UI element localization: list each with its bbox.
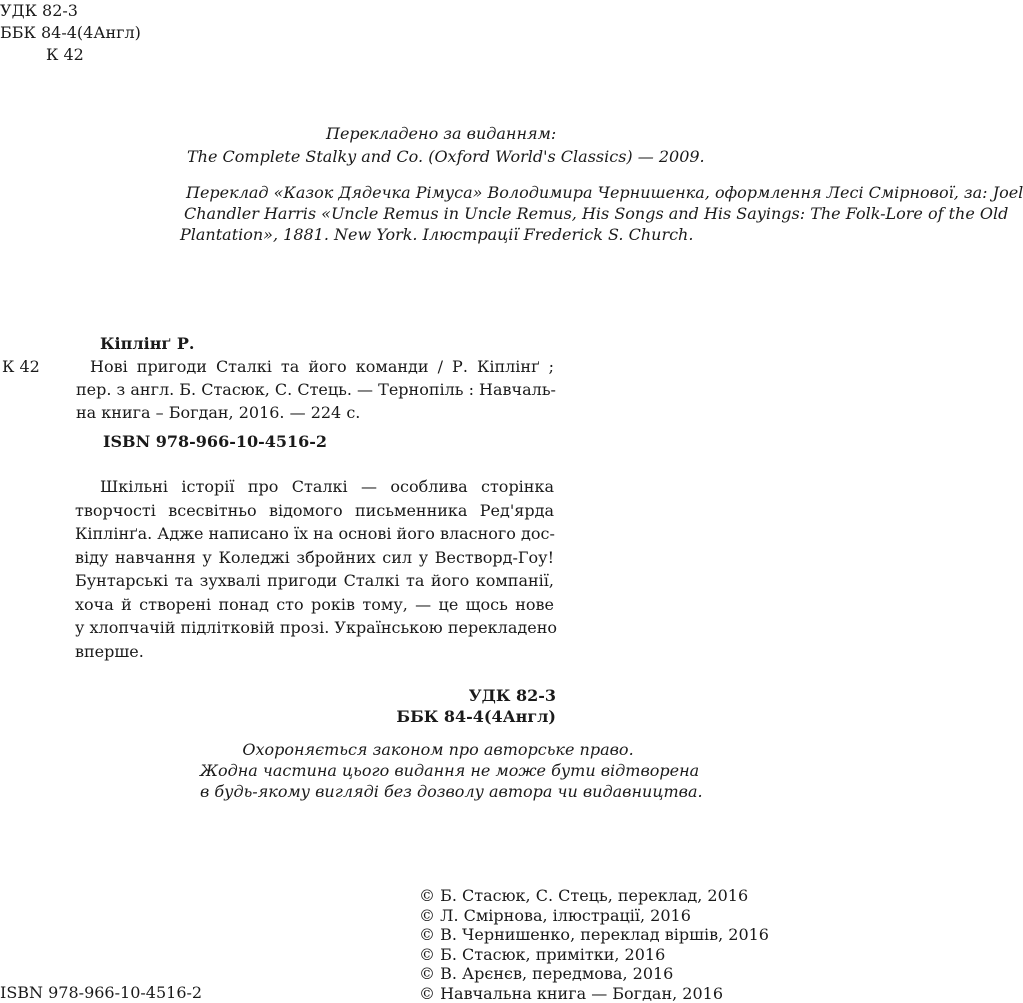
legal-line: Жодна частина цього видання не може бути відтворена [200,760,676,781]
translation-note-line: Plantation», 1881. New York. Ілюстрації Frederick S. Church. [180,225,693,244]
classification-codes [0,0,141,66]
annotation-line: Кіплінґа. Адже написано їх на основі його власного дос- [75,522,554,546]
copyright-line: © В. Чернишенко, переклад віршів, 2016 [419,925,769,945]
bib-line: пер. з англ. Б. Стасюк, С. Стець. — Тернопіль : Навчаль- [76,378,554,401]
legal-line: в будь-якому вигляді без дозволу автора чи видавництва. [200,781,676,802]
annotation-line: Шкільні історії про Сталкі — особлива сторінка [75,475,554,499]
annotation-line: вперше. [75,640,554,664]
catalog-isbn: ISBN 978-966-10-4516-2 [103,432,327,451]
isbn-footer: ISBN 978-966-10-4516-2 [0,983,202,1002]
bib-line: на книга – Богдан, 2016. — 224 с. [76,401,554,424]
translation-note-line: Chandler Harris «Uncle Remus in Uncle Remus, His Songs and His Sayings: The Folk-Lore of the Old [184,204,1008,223]
translation-note-line: Переклад «Казок Дядечка Рімуса» Володимира Чернишенка, оформлення Лесі Смірнової, за: Joel [186,183,1023,202]
source-edition-label: Перекладено за виданням: [326,124,556,143]
legal-line: Охороняється законом про авторське право. [200,739,676,760]
annotation-line: хоча й створені понад сто років тому, — це щось нове [75,593,554,617]
copyright-line: © Б. Стасюк, С. Стець, переклад, 2016 [419,886,769,906]
annotation-line: віду навчання у Коледжі збройних сил у Вестворд-Гоу! [75,546,554,570]
copyright-list [419,886,769,1003]
annotation-line: у хлопчачій підлітковій прозі. Українською перекладено [75,616,554,640]
bib-line: Нові пригоди Сталкі та його команди / Р. Кіплінґ ; [76,355,554,378]
catalog-udk: УДК 82-3 [396,685,556,706]
annotation [75,475,554,663]
author-mark: К 42 [0,44,141,66]
copyright-line: © Л. Смірнова, ілюстрації, 2016 [419,906,769,926]
bbk-code: ББК 84-4(4Англ) [0,22,141,44]
copyright-line: © В. Арєнєв, передмова, 2016 [419,964,769,984]
copyright-notice [200,739,676,802]
copyright-line: © Б. Стасюк, примітки, 2016 [419,945,769,965]
catalog-classification [396,685,556,727]
annotation-line: Бунтарські та зухвалі пригоди Сталкі та його компанії, [75,569,554,593]
catalog-code: К 42 [2,357,40,376]
catalog-bbk: ББК 84-4(4Англ) [396,706,556,727]
udk-code: УДК 82-3 [0,0,141,22]
annotation-line: творчості всесвітньо відомого письменника Ред'ярда [75,499,554,523]
copyright-line: © Навчальна книга — Богдан, 2016 [419,984,769,1003]
catalog-author: Кіплінґ Р. [100,334,194,353]
source-edition-title: The Complete Stalky and Co. (Oxford World's Classics) — 2009. [187,147,705,166]
bibliographic-description [76,355,554,424]
